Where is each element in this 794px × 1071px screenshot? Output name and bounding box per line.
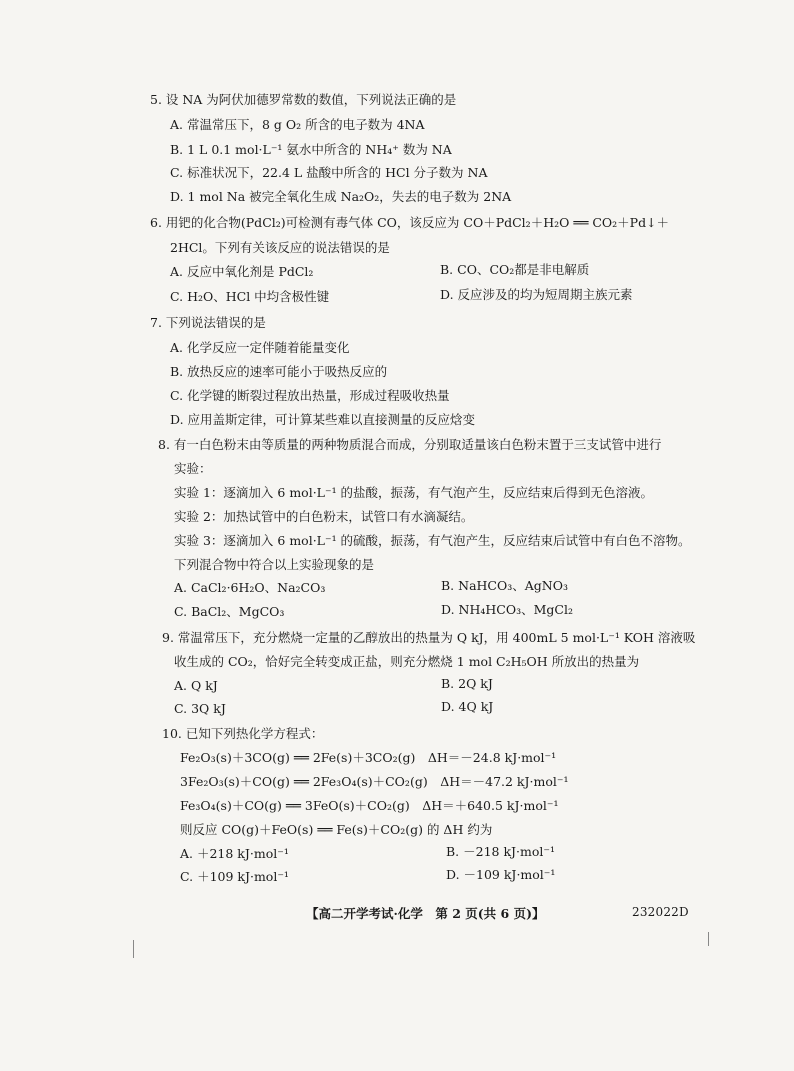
q10-equation-3: Fe₃O₄(s)＋CO(g) ══ 3FeO(s)＋CO₂(g) ΔH＝＋640.5 kJ·mol⁻¹ <box>180 798 559 813</box>
q8-experiment-2: 实验 2：加热试管中的白色粉末，试管口有水滴凝结。 <box>174 509 474 524</box>
q8-stem-line1: 8. 有一白色粉末由等质量的两种物质混合而成，分别取适量该白色粉末置于三支试管中进行 <box>158 437 662 452</box>
q5-option-c: C. 标准状况下，22.4 L 盐酸中所含的 HCl 分子数为 NA <box>170 165 488 180</box>
q8-experiment-1: 实验 1：逐滴加入 6 mol·L⁻¹ 的盐酸，振荡，有气泡产生，反应结束后得到无色溶液。 <box>174 485 654 500</box>
q5-option-b: B. 1 L 0.1 mol·L⁻¹ 氨水中所含的 NH₄⁺ 数为 NA <box>170 142 452 157</box>
q9-option-c: C. 3Q kJ <box>174 701 226 716</box>
q8-option-a: A. CaCl₂·6H₂O、Na₂CO₃ <box>174 580 326 595</box>
q6-option-c: C. H₂O、HCl 中均含极性键 <box>170 289 330 304</box>
q8-experiment-3: 实验 3：逐滴加入 6 mol·L⁻¹ 的硫酸，振荡，有气泡产生，反应结束后试管中有白色不溶物。 <box>174 533 691 548</box>
scan-mark-left <box>133 940 134 958</box>
q10-equation-2: 3Fe₂O₃(s)＋CO(g) ══ 2Fe₃O₄(s)＋CO₂(g) ΔH＝－47.2 kJ·mol⁻¹ <box>180 774 569 789</box>
q5-option-a: A. 常温常压下，8 g O₂ 所含的电子数为 4NA <box>170 117 425 132</box>
q8-option-c: C. BaCl₂、MgCO₃ <box>174 604 285 619</box>
q9-stem-line2: 收生成的 CO₂，恰好完全转变成正盐，则充分燃烧 1 mol C₂H₅OH 所放出的热量为 <box>174 654 640 669</box>
q8-stem-line2: 实验： <box>174 461 212 476</box>
q7-option-b: B. 放热反应的速率可能小于吸热反应的 <box>170 364 388 379</box>
q9-stem-line1: 9. 常温常压下，充分燃烧一定量的乙醇放出的热量为 Q kJ，用 400mL 5 mol·L⁻¹ KOH 溶液吸 <box>162 630 696 645</box>
q10-option-c: C. ＋109 kJ·mol⁻¹ <box>180 869 289 884</box>
q10-ask: 则反应 CO(g)＋FeO(s) ══ Fe(s)＋CO₂(g) 的 ΔH 约为 <box>180 822 493 837</box>
q5-option-d: D. 1 mol Na 被完全氧化生成 Na₂O₂，失去的电子数为 2NA <box>170 189 512 204</box>
q9-option-a: A. Q kJ <box>174 678 218 693</box>
q9-option-d: D. 4Q kJ <box>441 699 494 714</box>
q9-option-b: B. 2Q kJ <box>441 676 493 691</box>
q8-option-d: D. NH₄HCO₃、MgCl₂ <box>441 602 573 617</box>
q6-option-a: A. 反应中氧化剂是 PdCl₂ <box>170 264 314 279</box>
q6-option-b: B. CO、CO₂都是非电解质 <box>440 262 590 277</box>
q5-stem: 5. 设 NA 为阿伏加德罗常数的数值，下列说法正确的是 <box>150 92 457 107</box>
page-footer: 【高二开学考试·化学 第 2 页(共 6 页)】 <box>306 906 545 921</box>
scan-mark-right <box>708 932 709 946</box>
q10-equation-1: Fe₂O₃(s)＋3CO(g) ══ 2Fe(s)＋3CO₂(g) ΔH＝－24.8 kJ·mol⁻¹ <box>180 750 557 765</box>
q7-stem: 7. 下列说法错误的是 <box>150 315 266 330</box>
exam-code: 232022D <box>632 905 689 919</box>
q6-stem-line1: 6. 用钯的化合物(PdCl₂)可检测有毒气体 CO，该反应为 CO＋PdCl₂＋H₂O ══ CO₂＋Pd↓＋ <box>150 215 670 230</box>
q7-option-a: A. 化学反应一定伴随着能量变化 <box>170 340 350 355</box>
q10-option-a: A. ＋218 kJ·mol⁻¹ <box>180 846 289 861</box>
q6-stem-line2: 2HCl。下列有关该反应的说法错误的是 <box>170 240 390 255</box>
q7-option-c: C. 化学键的断裂过程放出热量，形成过程吸收热量 <box>170 388 450 403</box>
q10-option-b: B. －218 kJ·mol⁻¹ <box>446 844 556 859</box>
q10-stem: 10. 已知下列热化学方程式： <box>162 726 324 741</box>
q8-ask: 下列混合物中符合以上实验现象的是 <box>174 557 375 572</box>
q8-option-b: B. NaHCO₃、AgNO₃ <box>441 578 568 593</box>
q10-option-d: D. －109 kJ·mol⁻¹ <box>446 867 556 882</box>
q7-option-d: D. 应用盖斯定律，可计算某些难以直接测量的反应焓变 <box>170 412 476 427</box>
q6-option-d: D. 反应涉及的均为短周期主族元素 <box>440 287 633 302</box>
